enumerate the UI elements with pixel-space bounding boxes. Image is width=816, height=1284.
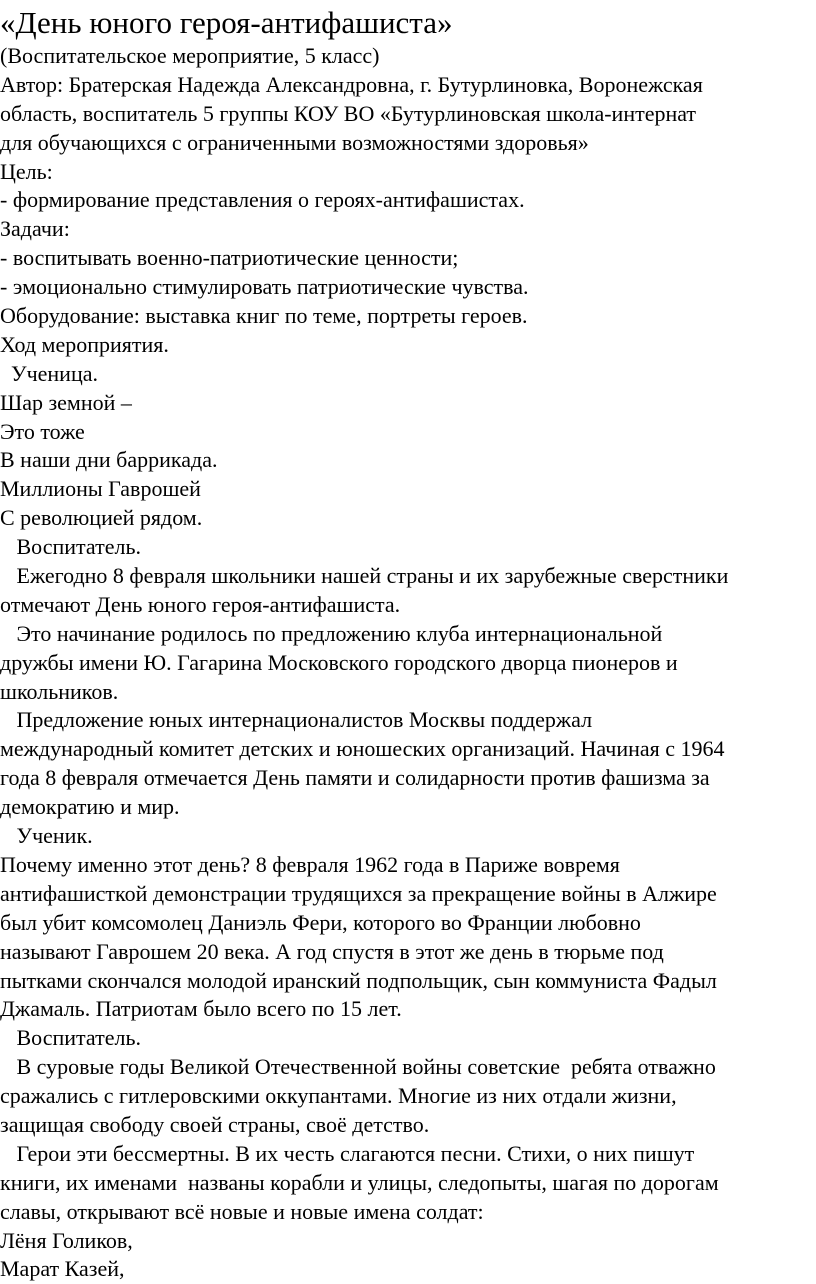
text-line: Ход мероприятия.	[0, 331, 169, 357]
text-line: сражались с гитлеровскими оккупантами. Многие из них отдали жизни,	[0, 1083, 677, 1109]
text-line: Предложение юных интернационалистов Москвы поддержал	[0, 707, 593, 733]
document-body	[0, 42, 816, 1284]
text-line: дружбы имени Ю. Гагарина Московского городского дворца пионеров и	[0, 649, 678, 675]
document-title: «День юного героя-антифашиста»	[0, 5, 453, 40]
text-line: славы, открывают всё новые и новые имена солдат:	[0, 1198, 484, 1224]
text-line: пытками скончался молодой иранский подпольщик, сын коммуниста Фадыл	[0, 967, 717, 993]
text-line: Джамаль. Патриотам было всего по 15 лет.	[0, 996, 402, 1022]
text-line: школьников.	[0, 678, 119, 704]
text-line: В суровые годы Великой Отечественной войны советские ребята отважно	[0, 1054, 716, 1080]
text-line: Воспитатель.	[0, 1025, 142, 1051]
text-line: - воспитывать военно-патриотические ценности;	[0, 245, 459, 271]
text-line: Цель:	[0, 158, 53, 184]
text-line: защищая свободу своей страны, своё детство.	[0, 1111, 430, 1137]
text-line: Почему именно этот день? 8 февраля 1962 года в Париже вовремя	[0, 851, 620, 877]
text-line: Это тоже	[0, 418, 85, 444]
text-line: В наши дни баррикада.	[0, 447, 218, 473]
text-line: Задачи:	[0, 216, 70, 242]
text-line: Это начинание родилось по предложению клуба интернациональной	[0, 620, 663, 646]
text-line: Воспитатель.	[0, 534, 142, 560]
text-line: С революцией рядом.	[0, 505, 203, 531]
text-line: Ученица.	[0, 360, 98, 386]
text-line: Герои эти бессмертны. В их честь слагаются песни. Стихи, о них пишут	[0, 1140, 695, 1166]
text-line: Ученик.	[0, 823, 93, 849]
text-line: область, воспитатель 5 группы КОУ ВО «Бутурлиновская школа-интернат	[0, 100, 697, 126]
text-line: демократию и мир.	[0, 794, 180, 820]
text-line: для обучающихся с ограниченными возможностями здоровья»	[0, 129, 589, 155]
text-line: (Воспитательское мероприятие, 5 класс)	[0, 43, 380, 68]
text-line: Лёня Голиков,	[0, 1227, 133, 1253]
text-line: Ежегодно 8 февраля школьники нашей страны и их зарубежные сверстники	[0, 563, 729, 589]
text-line: отмечают День юного героя-антифашиста.	[0, 591, 401, 617]
text-line: Оборудование: выставка книг по теме, портреты героев.	[0, 303, 528, 329]
text-line: Марат Казей,	[0, 1256, 125, 1282]
text-line: антифашисткой демонстрации трудящихся за прекращение войны в Алжире	[0, 880, 717, 906]
text-line: был убит комсомолец Даниэль Фери, которого во Франции любовно	[0, 909, 641, 935]
text-line: года 8 февраля отмечается День памяти и солидарности против фашизма за	[0, 765, 710, 791]
text-line: называют Гаврошем 20 века. А год спустя в этот же день в тюрьме под	[0, 938, 664, 964]
text-line: - эмоционально стимулировать патриотические чувства.	[0, 274, 529, 300]
text-line: Автор: Братерская Надежда Александровна, г. Бутурлиновка, Воронежская	[0, 71, 703, 97]
text-line: книги, их именами названы корабли и улицы, следопыты, шагая по дорогам	[0, 1169, 719, 1195]
text-line: Шар земной –	[0, 389, 132, 415]
text-line: - формирование представления о героях-антифашистах.	[0, 187, 525, 213]
text-line: международный комитет детских и юношеских организаций. Начиная с 1964	[0, 736, 725, 762]
text-line: Миллионы Гаврошей	[0, 476, 201, 502]
